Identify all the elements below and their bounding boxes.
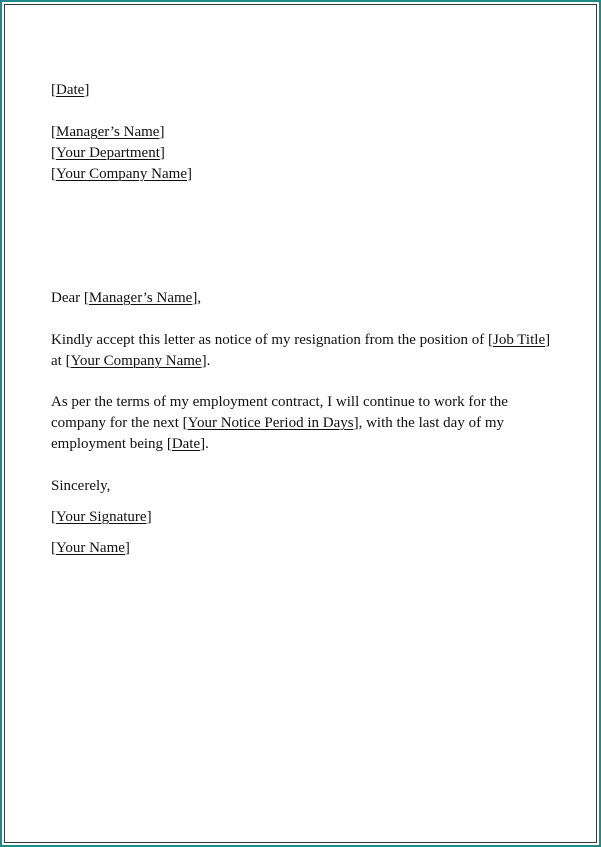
recipient-company-line: [Your Company Name] — [51, 166, 192, 182]
salutation-prefix: Dear — [51, 290, 84, 306]
paragraph2-text2: , with the last day of my — [358, 415, 504, 431]
paragraph1-company-name: Your Company Name — [70, 353, 202, 369]
last-date-placeholder: Date — [171, 436, 201, 452]
paragraph1-line1: Kindly accept this letter as notice of my resignation from the position of [Job Title] — [51, 332, 551, 348]
recipient-manager-line: [Manager’s Name] — [51, 124, 165, 140]
recipient-department: Your Department — [56, 145, 160, 161]
paragraph1-text1: Kindly accept this letter as notice of my resignation from the position of — [51, 332, 488, 348]
paragraph2-line2: company for the next [Your Notice Period in Days], with the last day of my — [51, 415, 504, 431]
paragraph2-line1: As per the terms of my employment contract, I will continue to work for the — [51, 394, 508, 410]
paragraph1-line2: at [Your Company Name]. — [51, 353, 211, 369]
recipient-company-name: Your Company Name — [56, 166, 187, 182]
signature-placeholder: Your Signature — [56, 509, 147, 525]
salutation: Dear [Manager’s Name], — [51, 290, 202, 306]
paragraph1-text2: at — [51, 353, 66, 369]
name-line: [Your Name] — [51, 540, 130, 556]
date-line: [Date] — [51, 82, 90, 98]
salutation-suffix: , — [197, 290, 202, 306]
job-title-placeholder: Job Title — [492, 332, 546, 348]
date-placeholder: Date — [56, 82, 85, 98]
signature-line: [Your Signature] — [51, 509, 152, 525]
paragraph2-line3: employment being [Date]. — [51, 436, 209, 452]
salutation-name: Manager’s Name — [88, 290, 193, 306]
notice-period-placeholder: Your Notice Period in Days — [187, 415, 354, 431]
paragraph2-text4: . — [205, 436, 209, 452]
name-placeholder: Your Name — [56, 540, 125, 556]
recipient-manager-name: Manager’s Name — [56, 124, 160, 140]
paragraph1-text3: . — [206, 353, 211, 369]
paragraph2-text3: employment being — [51, 436, 167, 452]
paragraph2-text1: company for the next — [51, 415, 183, 431]
closing: Sincerely, — [51, 478, 111, 494]
recipient-department-line: [Your Department] — [51, 145, 165, 161]
